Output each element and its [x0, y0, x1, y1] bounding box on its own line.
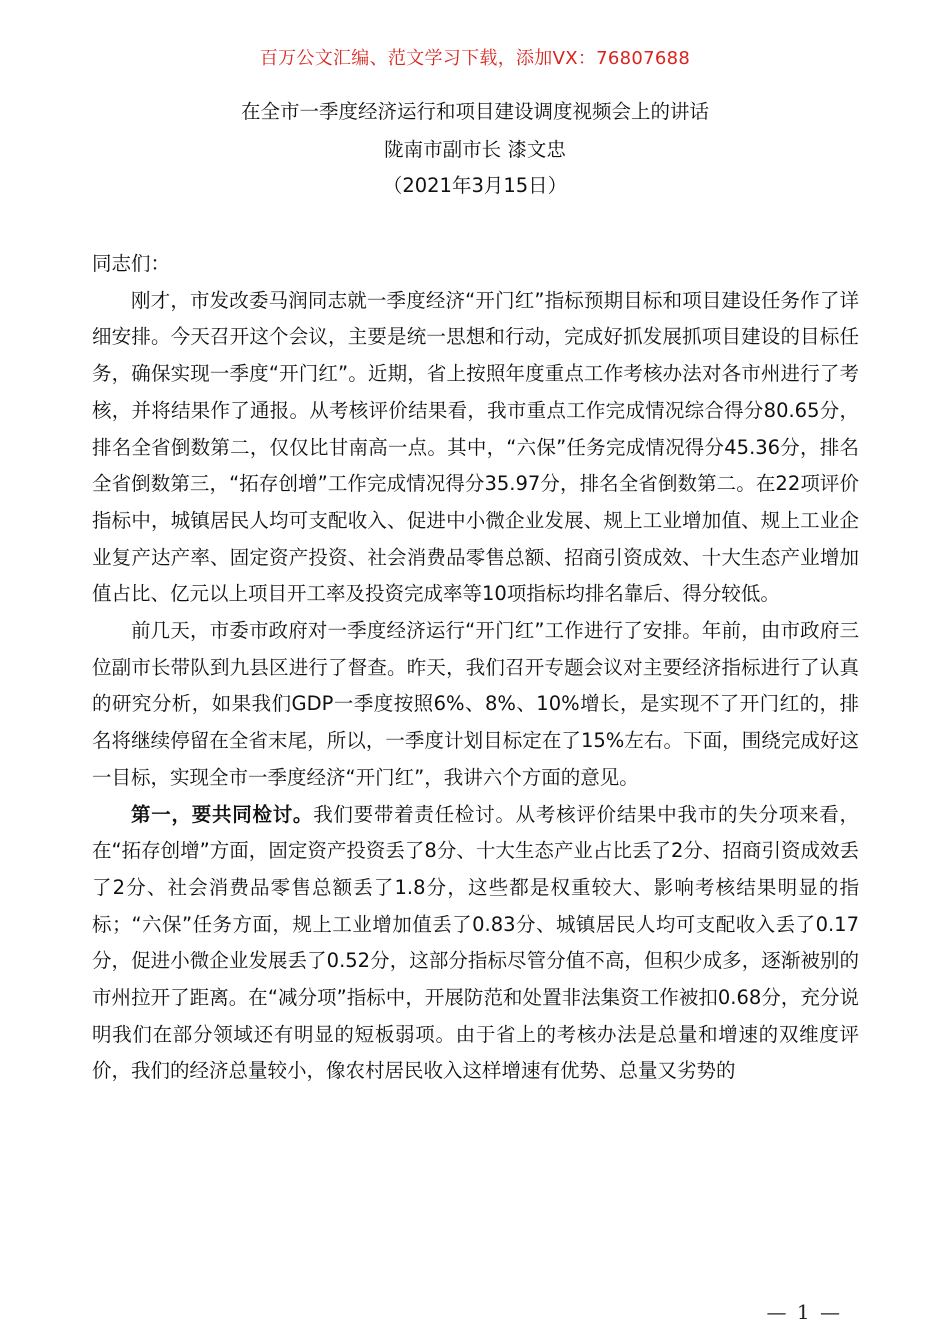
- section-heading-first: 第一，要共同检讨。: [131, 802, 314, 826]
- paragraph-1: 刚才，市发改委马润同志就一季度经济“开门红”指标预期目标和项目建设任务作了详细安排。今天召开这个会议，主要是统一思想和行动，完成好抓发展抓项目建设的目标任务，确保实现一季度“开门红”。近期，省上按照年度重点工作考核办法对各市州进行了考核，并将结果作了通报。从考核评价结果看，我市重点工作完成情况综合得分80.65分，排名全省倒数第二，仅仅比甘南高一点。其中，“六保”任务完成情况得分45.36分，排名全省倒数第三，“拓存创增”工作完成情况得分35.97分，排名全省倒数第二。在22项评价指标中，城镇居民人均可支配收入、促进中小微企业发展、规上工业增加值、规上工业企业复产达产率、固定资产投资、社会消费品零售总额、招商引资成效、十大生态产业增加值占比、亿元以上项目开工率及投资完成率等10项指标均排名靠后、得分较低。: [92, 288, 859, 606]
- watermark-banner: 百万公文汇编、范文学习下载，添加VX：76807688: [259, 48, 691, 69]
- paragraph-2: 前几天，市委市政府对一季度经济运行“开门红”工作进行了安排。年前，由市政府三位副市长带队到九县区进行了督查。昨天，我们召开专题会议对主要经济指标进行了认真的研究分析，如果我们GDP一季度按照6%、8%、10%增长，是实现不了开门红的，排名将继续停留在全省末尾，所以，一季度计划目标定在了15%左右。下面，围绕完成好这一目标，实现全市一季度经济“开门红”，我讲六个方面的意见。: [92, 619, 859, 789]
- paragraph-3: [92, 797, 859, 1091]
- speech-author: 陇南市副市长 漆文忠: [384, 138, 566, 161]
- paragraph-3-text: 我们要带着责任检讨。从考核评价结果中我市的失分项来看，在“拓存创增”方面，固定资产投资丢了8分、十大生态产业占比丢了2分、招商引资成效丢了2分、社会消费品零售总额丢了1.8分，这些都是权重较大、影响考核结果明显的指标；“六保”任务方面，规上工业增加值丢了0.83分、城镇居民人均可支配收入丢了0.17分，促进小微企业发展丢了0.52分，这部分指标尽管分值不高，但积少成多，逐渐被别的市州拉开了距离。在“减分项”指标中，开展防范和处置非法集资工作被扣0.68分，充分说明我们在部分领域还有明显的短板弱项。由于省上的考核办法是总量和增速的双维度评价，我们的经济总量较小，像农村居民收入这样增速有优势、总量又劣势的: [92, 802, 859, 1083]
- speech-date: （2021年3月15日）: [382, 174, 568, 197]
- speech-body: [92, 246, 859, 1090]
- salutation: 同志们：: [92, 252, 171, 275]
- speech-title: 在全市一季度经济运行和项目建设调度视频会上的讲话: [240, 100, 709, 123]
- page-number: — 1 —: [766, 1300, 842, 1324]
